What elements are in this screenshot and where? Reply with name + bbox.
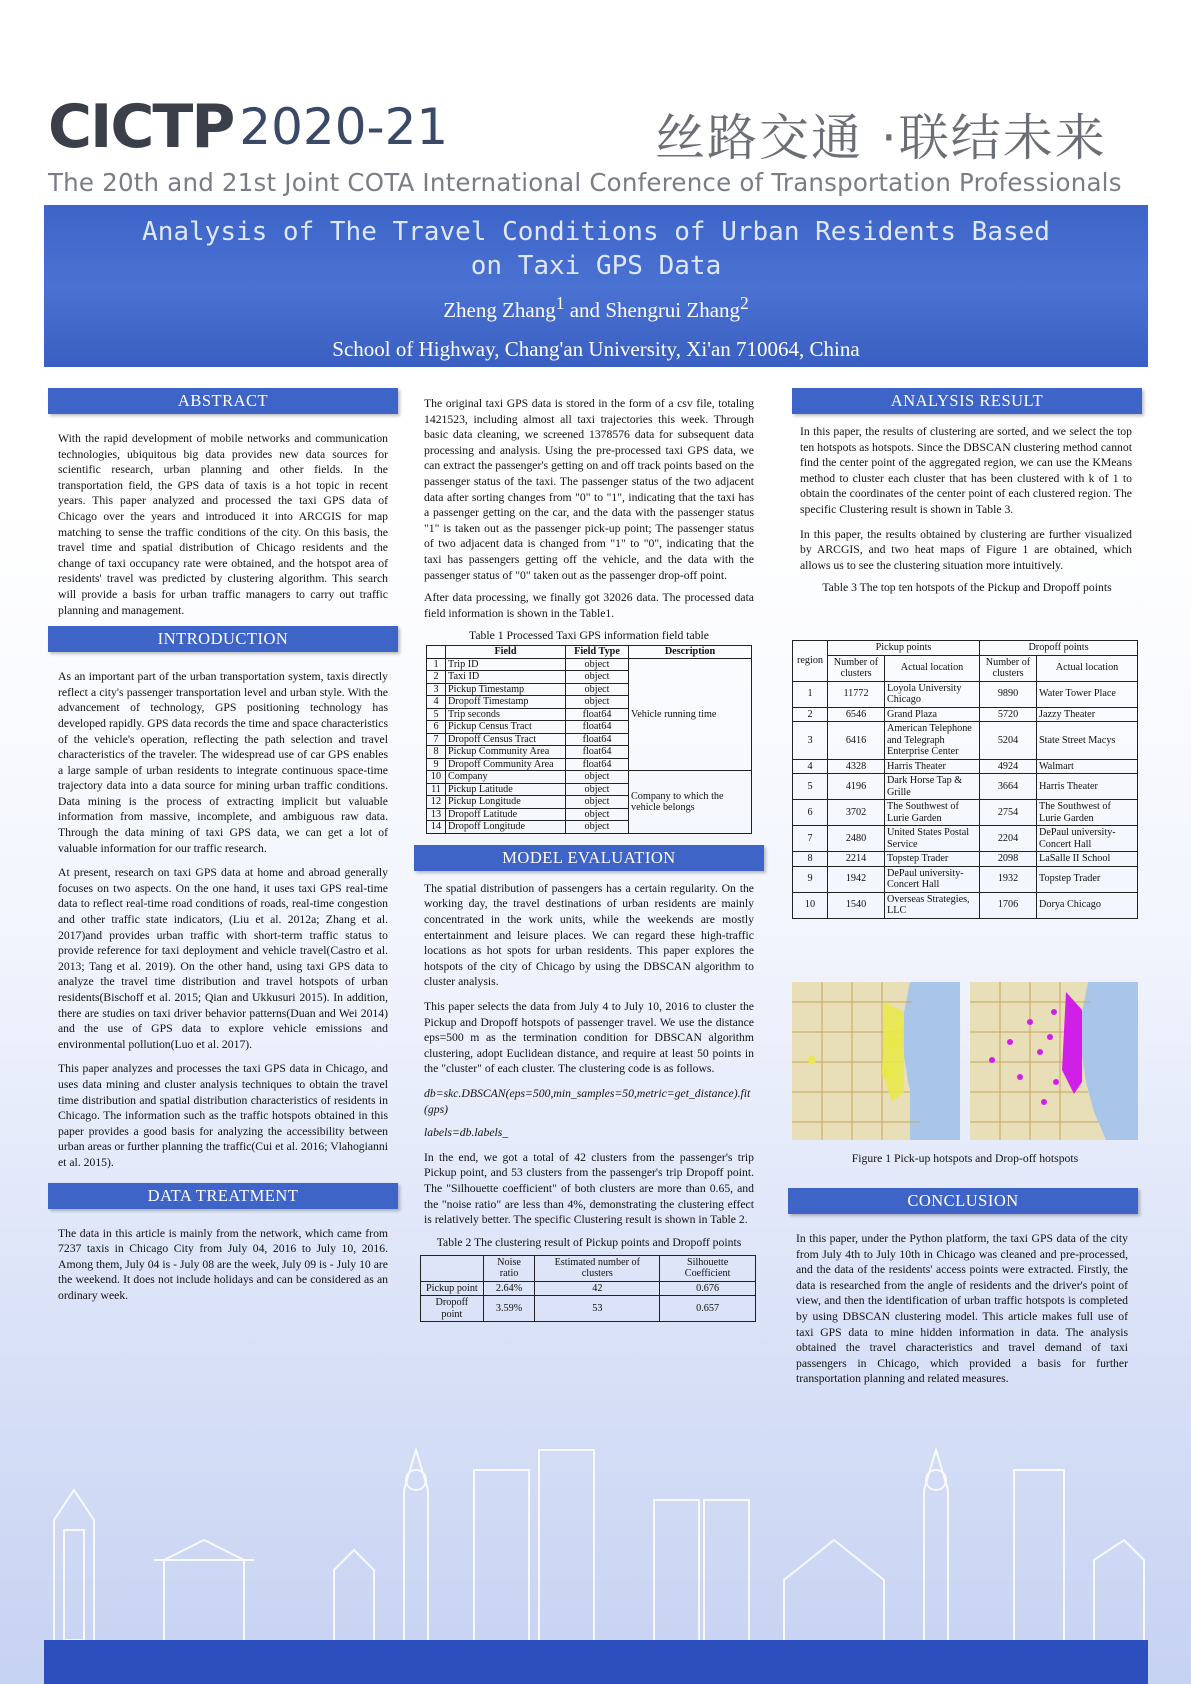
- table3-caption: Table 3 The top ten hotspots of the Pickup and Dropoff points: [822, 581, 1112, 595]
- table2-cell: 3.59%: [483, 1296, 535, 1322]
- table3-cell: 3702: [828, 800, 885, 826]
- table1-type: object: [566, 783, 629, 796]
- conclusion-heading: CONCLUSION: [788, 1188, 1138, 1214]
- table3-header-dropoff-count: Number of clusters: [980, 655, 1037, 681]
- figure1-caption: Figure 1 Pick-up hotspots and Drop-off hotspots: [851, 1152, 1079, 1165]
- table3-cell: 10: [793, 892, 828, 918]
- table3-row: [793, 826, 1138, 852]
- table1-type: float64: [566, 758, 629, 771]
- analysis-p1: In this paper, the results of clustering are sorted, and we select the top ten hotspots as hotspots. Since the DBSCAN clustering method cannot find the center point of the aggregated region, we can use the KMeans method to cluster each cluster that has been clustered with k of 1 to obtain the coordinates of the center point of each clustered region. The specific Clustering result is shown in Table 3.: [800, 425, 1132, 516]
- title-banner: [44, 205, 1148, 367]
- table3-cell: Loyola University Chicago: [885, 681, 980, 707]
- table2-caption: Table 2 The clustering result of Pickup points and Dropoff points: [436, 1235, 742, 1249]
- table3-row: [793, 774, 1138, 800]
- table1-type: float64: [566, 721, 629, 734]
- table1-type: float64: [566, 733, 629, 746]
- introduction-p3: This paper analyzes and processes the taxi GPS data in Chicago, and uses data mining and cluster analysis techniques to obtain the travel time distribution and spatial distribution characteristics of residents in Chicago. The information such as the traffic hotspots obtained in this paper provides a good basis for analyzing the accessibility between urban areas or further planning the traffic(Cui et al. 2016; Vlahogianni et al. 2015).: [58, 1062, 388, 1169]
- table1-index: 7: [427, 733, 446, 746]
- table3-cell: 4328: [828, 759, 885, 774]
- table1-field: Company: [446, 771, 566, 784]
- table1-index: 6: [427, 721, 446, 734]
- table3-row: [793, 892, 1138, 918]
- table3-cell: 11772: [828, 681, 885, 707]
- table1-header-description: Description: [629, 646, 752, 659]
- table3-row: [793, 759, 1138, 774]
- table3-cell: 2480: [828, 826, 885, 852]
- table1-field: Pickup Latitude: [446, 783, 566, 796]
- conference-name: The 20th and 21st Joint COTA International Conference of Transportation Professionals: [48, 168, 1122, 197]
- table3-cell: DePaul university-Concert Hall: [885, 866, 980, 892]
- table3-header-pickup-count: Number of clusters: [828, 655, 885, 681]
- table3-cell: The Southwest of Lurie Garden: [1037, 800, 1138, 826]
- table3-cell: Walmart: [1037, 759, 1138, 774]
- table3-cell: 1932: [980, 866, 1037, 892]
- table2-row: [421, 1281, 756, 1296]
- table3: [792, 640, 1138, 919]
- introduction-heading: INTRODUCTION: [48, 626, 398, 652]
- table1-description-company: Company to which the vehicle belongs: [629, 771, 752, 834]
- table3-body: [793, 681, 1138, 918]
- table3-group-dropoff: Dropoff points: [980, 641, 1138, 656]
- table3-cell: 9890: [980, 681, 1037, 707]
- logo-text: CICTP: [48, 92, 234, 162]
- table1-index: 11: [427, 783, 446, 796]
- table3-group-pickup: Pickup points: [828, 641, 980, 656]
- author-2-sup: 2: [740, 293, 749, 313]
- table3-cell: Dorya Chicago: [1037, 892, 1138, 918]
- table3-cell: Harris Theater: [885, 759, 980, 774]
- left-column: [48, 388, 398, 1304]
- table1-type: object: [566, 658, 629, 671]
- table1-index: 9: [427, 758, 446, 771]
- introduction-p2: At present, research on taxi GPS data at home and abroad generally focuses on two aspects. On the one hand, it uses taxi GPS real-time data to reflect real-time road conditions of roads, real-time congestion and other traffic state indicators, (Liu et al. 2012a; Zhang et al. 2017)and provides urban traffic with short-term traffic status to provide reference for taxi deployment and vehicle travel(Castro et al. 2013; Tang et al. 2019). On the other hand, using taxi GPS data to analyze the travel time distribution and travel hotspots of urban residents(Bischoff et al. 2015; Qian and Ukkusuri 2015). In addition, there are studies on taxi driver behavior patterns(Duan and Wei 2014) and the use of GPS data to explore vehicle emissions and environmental pollution(Luo et al. 2017).: [58, 866, 388, 1051]
- right-column: [792, 388, 1142, 594]
- table3-cell: 3: [793, 722, 828, 760]
- table1-index: 13: [427, 808, 446, 821]
- skyline-decoration: [44, 1430, 1148, 1655]
- table3-cell: The Southwest of Lurie Garden: [885, 800, 980, 826]
- analysis-p2: In this paper, the results obtained by clustering are further visualized by ARCGIS, and two heat maps of Figure 1 are obtained, which allows us to see the clustering situation more intuitively.: [800, 527, 1132, 572]
- table1-field: Pickup Timestamp: [446, 683, 566, 696]
- table3-cell: 5720: [980, 707, 1037, 722]
- table2-header-1: Noise ratio: [483, 1255, 535, 1281]
- treatment-p1: The original taxi GPS data is stored in the form of a csv file, totaling 1421523, including almost all taxi trajectories this week. Through basic data cleaning, we screened 1378576 data for subsequent data processing and analysis. Using the pre-processed taxi GPS data, we can extract the passenger's getting on and off track points based on the passenger status of the taxi. The passenger status of the two adjacent data after sorting changes from "0" to "1", indicating that the taxi has a passenger getting on the car, and the data with the passenger status "1" is taken out as the passenger pick-up point; The passenger status of two adjacent data is changed from "1" to "0", indicating that the taxi has passengers getting off the vehicle, and the data with the passenger status of "0" taken out as the passenger drop-off point.: [424, 397, 754, 582]
- table1-row: [427, 771, 752, 784]
- table3-cell: Topstep Trader: [1037, 866, 1138, 892]
- table3-row: [793, 707, 1138, 722]
- table3-cell: 2214: [828, 852, 885, 867]
- model-p3: In the end, we got a total of 42 clusters from the passenger's trip Pickup point, and 53 clusters from the passenger's trip Dropoff point. The "Silhouette coefficient" of both clusters are more than 0.65, and the "noise ratio" are less than 4%, demonstrating the clustering effect is relatively better. The specific Clustering result is shown in Table 2.: [424, 1150, 754, 1227]
- table1-type: object: [566, 821, 629, 834]
- table3-cell: 4196: [828, 774, 885, 800]
- table3-cell: Jazzy Theater: [1037, 707, 1138, 722]
- table3-cell: 3664: [980, 774, 1037, 800]
- table1-type: object: [566, 683, 629, 696]
- table3-row: [793, 722, 1138, 760]
- poster-title: Analysis of The Travel Conditions of Urban Residents Based on Taxi GPS Data: [142, 217, 1050, 281]
- table1-type: object: [566, 671, 629, 684]
- table1-field: Pickup Community Area: [446, 746, 566, 759]
- table3-cell: 1540: [828, 892, 885, 918]
- table1-field: Dropoff Community Area: [446, 758, 566, 771]
- table3-cell: DePaul university-Concert Hall: [1037, 826, 1138, 852]
- table3-row: [793, 852, 1138, 867]
- table2-cell: 0.657: [660, 1296, 756, 1322]
- table1-type: object: [566, 771, 629, 784]
- affiliation: School of Highway, Chang'an University, Xi'an 710064, China: [332, 337, 860, 361]
- table3-header-dropoff-location: Actual location: [1037, 655, 1138, 681]
- table2-cell: 53: [535, 1296, 660, 1322]
- table2-header-0: [421, 1255, 484, 1281]
- table2-row: [421, 1296, 756, 1322]
- authors-and: and: [564, 298, 606, 322]
- table2-cell: Dropoff point: [421, 1296, 484, 1322]
- model-evaluation-heading: MODEL EVALUATION: [414, 845, 764, 871]
- analysis-result-heading: ANALYSIS RESULT: [792, 388, 1142, 414]
- abstract-text: With the rapid development of mobile networks and communication technologies, ubiquitous big data provides new data sources for scientific research, urban planning and other fields. In the transportation field, the GPS data of taxis is a hot topic in recent years. This paper analyzed and processed the taxi GPS data of Chicago over the years and introduced it into ARCGIS for map matching to sense the traffic conditions of the city. On this basis, the travel time and spatial distribution of Chicago residents and the change of taxi occupancy rate were obtained, and the hotspot area of residents' travel was predicted by clustering algorithm. This search will provide a basis for urban traffic managers to carry out traffic planning and management.: [58, 432, 388, 617]
- model-p1: The spatial distribution of passengers has a certain regularity. On the working day, the travel destinations of urban residents are mainly concentrated in the work units, while the weekends are mostly entertainment and leisure places. We can regard these high-traffic locations as hot spots for urban residents. This paper explores the hotspots of the city of Chicago by using the DBSCAN algorithm to cluster analysis.: [424, 881, 754, 989]
- table1-body: [427, 658, 752, 833]
- table1-index: 5: [427, 708, 446, 721]
- table3-cell: LaSalle II School: [1037, 852, 1138, 867]
- table1-field: Dropoff Census Tract: [446, 733, 566, 746]
- table1-type: float64: [566, 746, 629, 759]
- table3-cell: Overseas Strategies, LLC: [885, 892, 980, 918]
- table1-index: 3: [427, 683, 446, 696]
- table1-field: Pickup Census Tract: [446, 721, 566, 734]
- abstract-heading: ABSTRACT: [48, 388, 398, 414]
- dropoff-hotspot-map: [970, 982, 1138, 1140]
- treatment-p2: After data processing, we finally got 32026 data. The processed data field information is shown in the Table1.: [424, 591, 754, 620]
- table1-caption: Table 1 Processed Taxi GPS information field table: [469, 629, 709, 643]
- author-1: Zheng Zhang: [443, 298, 556, 322]
- table1-type: object: [566, 696, 629, 709]
- table1-description-running-time: Vehicle running time: [629, 658, 752, 771]
- conference-logo: [48, 92, 448, 162]
- table1-field: Dropoff Latitude: [446, 808, 566, 821]
- table3-cell: 8: [793, 852, 828, 867]
- table2-cell: 42: [535, 1281, 660, 1296]
- table3-cell: 6: [793, 800, 828, 826]
- table2-header-3: Silhouette Coefficient: [660, 1255, 756, 1281]
- slogan: 丝路交通 ·联结未来: [655, 109, 1107, 167]
- table1-field: Trip ID: [446, 658, 566, 671]
- table3-cell: Water Tower Place: [1037, 681, 1138, 707]
- table3-cell: 4924: [980, 759, 1037, 774]
- table3-cell: Harris Theater: [1037, 774, 1138, 800]
- table1-index: 4: [427, 696, 446, 709]
- table1-type: object: [566, 808, 629, 821]
- table1-field: Dropoff Longitude: [446, 821, 566, 834]
- data-treatment-text: The data in this article is mainly from the network, which came from 7237 taxis in Chicago City from July 04, 2016 to July 10, 2016. Among them, July 04 is - July 08 are the week, July 09 is - July 10 are the weekend. It does not include holidays and can be considered as an ordinary week.: [58, 1226, 388, 1302]
- table3-cell: Topstep Trader: [885, 852, 980, 867]
- table1-index: 1: [427, 658, 446, 671]
- table3-cell: 5: [793, 774, 828, 800]
- table2: [420, 1255, 756, 1323]
- table3-cell: American Telephone and Telegraph Enterprise Center: [885, 722, 980, 760]
- table1-index: 2: [427, 671, 446, 684]
- table1-index: 10: [427, 771, 446, 784]
- introduction-p1: As an important part of the urban transportation system, taxis directly reflect a city's passenger transportation level and urban style. With the advancement of technology, GPS positioning technology has developed rapidly. GPS data records the time and space characteristics of the vehicle's operation, reflecting the path selection and travel characteristics of the traveler. The widespread use of car GPS enables a large sample of urban residents to integrate continuous space-time trajectory data into a data source for mining urban traffic conditions. Data mining is the process of extracting implicit but valuable information from massive, incomplete, and ambiguous raw data. Through the data mining of taxi GPS data, we can get a lot of valuable information for our traffic research.: [58, 670, 388, 855]
- table1: [426, 645, 752, 834]
- authors: [44, 293, 1148, 323]
- code-line-2: labels=db.labels_: [424, 1126, 509, 1140]
- table3-cell: Grand Plaza: [885, 707, 980, 722]
- table3-row: [793, 866, 1138, 892]
- table1-field: Trip seconds: [446, 708, 566, 721]
- table1-header-field: Field: [446, 646, 566, 659]
- table3-cell: 6546: [828, 707, 885, 722]
- table1-header-index: [427, 646, 446, 659]
- bottom-bar: [44, 1640, 1148, 1684]
- table3-cell: 2: [793, 707, 828, 722]
- table1-header-type: Field Type: [566, 646, 629, 659]
- table3-cell: 6416: [828, 722, 885, 760]
- table2-cell: 0.676: [660, 1281, 756, 1296]
- table3-row: [793, 681, 1138, 707]
- table2-header-2: Estimated number of clusters: [535, 1255, 660, 1281]
- table3-header-region: region: [793, 641, 828, 682]
- table2-cell: 2.64%: [483, 1281, 535, 1296]
- table2-body: [421, 1281, 756, 1322]
- table3-cell: 1706: [980, 892, 1037, 918]
- author-1-sup: 1: [555, 293, 565, 313]
- table1-type: object: [566, 796, 629, 809]
- conclusion-section: [788, 1188, 1138, 1387]
- table3-cell: 2204: [980, 826, 1037, 852]
- table3-cell: 4: [793, 759, 828, 774]
- table1-field: Pickup Longitude: [446, 796, 566, 809]
- table3-cell: State Street Macys: [1037, 722, 1138, 760]
- table1-index: 8: [427, 746, 446, 759]
- table3-cell: 9: [793, 866, 828, 892]
- logo-year: 2020-21: [239, 98, 449, 156]
- table3-cell: 1: [793, 681, 828, 707]
- table3-cell: United States Postal Service: [885, 826, 980, 852]
- code-line-1: db=skc.DBSCAN(eps=500,min_samples=50,metric=get_distance).fit(gps): [424, 1086, 751, 1116]
- table1-index: 12: [427, 796, 446, 809]
- table1-type: float64: [566, 708, 629, 721]
- conclusion-text: In this paper, under the Python platform, the taxi GPS data of the city from July 4th to July 10th in Chicago was cleaned and pre-processed, and the data of the residents' access points were extracted. Firstly, the data is researched from the angle of residents and the driver's point of view, and then the identification of urban traffic hotspots is completed by using DBSCAN clustering model. This article makes full use of taxi GPS data to mine hidden information in data. The analysis obtained the travel characteristics and travel demand of taxi passengers in Chicago, which provided a basis for further transportation planning and related measures.: [796, 1232, 1128, 1386]
- table3-cell: 2098: [980, 852, 1037, 867]
- table1-index: 14: [427, 821, 446, 834]
- table1-row: [427, 658, 752, 671]
- table2-cell: Pickup point: [421, 1281, 484, 1296]
- table3-cell: 5204: [980, 722, 1037, 760]
- model-p2: This paper selects the data from July 4 to July 10, 2016 to cluster the Pickup and Dropoff hotspots of passenger travel. We use the distance eps=500 m as the termination condition for DBSCAN algorithm clustering, adopt Euclidean distance, and require at least 50 points in the "cluster" of each cluster. The clustering code is as follows.: [424, 999, 754, 1076]
- table3-cell: 1942: [828, 866, 885, 892]
- middle-column: [414, 396, 764, 1322]
- author-2: Shengrui Zhang: [605, 298, 741, 322]
- table1-field: Taxi ID: [446, 671, 566, 684]
- table3-cell: 7: [793, 826, 828, 852]
- table3-cell: 2754: [980, 800, 1037, 826]
- table3-header-pickup-location: Actual location: [885, 655, 980, 681]
- table3-row: [793, 800, 1138, 826]
- pickup-hotspot-map: [792, 982, 960, 1140]
- table3-cell: Dark Horse Tap & Grille: [885, 774, 980, 800]
- data-treatment-heading: DATA TREATMENT: [48, 1183, 398, 1209]
- table1-field: Dropoff Timestamp: [446, 696, 566, 709]
